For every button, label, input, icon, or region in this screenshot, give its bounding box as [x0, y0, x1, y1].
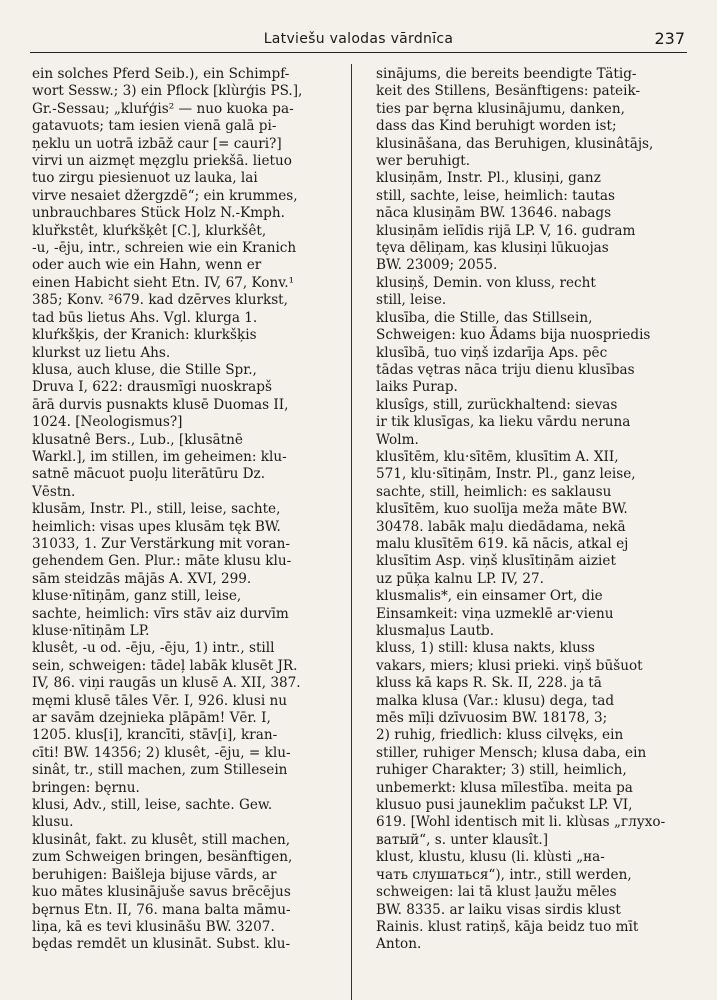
dictionary-entry: klusa, auch kluse, die Stille Spr., Druva I, 622: drausmīgi nuoskrapš ārā durvis pusnakts klusē Duomas II, 1024. [Neologismus?] [32, 361, 289, 431]
page-header [30, 28, 687, 53]
right-column [376, 66, 682, 954]
dictionary-entry: klusiņām, Instr. Pl., klusiņi, ganz still, sachte, leise, heimlich: tautas nāca klusiņām BW. 13646. nabags klusiņām ielīdis rijā LP. V, 16. gudram tęva dēliņam, kas klusiņi lūkuojas BW. 23009; 2055. [376, 170, 636, 274]
dictionary-entry: klusmalis*, ein einsamer Ort, die Einsamkeit: viņa uzmeklē ar·vienu klusmaļus Lautb. [376, 588, 614, 639]
dictionary-entry: klusība, die Stille, das Stillsein, Schweigen: kuo Ādams bija nuospriedis klusībā, tuo viņš izdarīja Aps. pēc tādas vętras nāca triju dienu klusības laiks Purap. [376, 309, 651, 396]
dictionary-entry: klust, klustu, klusu (li. klùsti „на- чать слушаться“), intr., still werden, schweigen: lai tā klust ļaužu mēles BW. 8335. ar laiku visas sirdis klust Rainis. klust ratiņš, kāja beidz tuo mīt Anton. [376, 849, 639, 953]
dictionary-entry: klusatnê Bers., Lub., [klusātnē Warkl.], im stillen, im geheimen: klu- satnē mācuot puoļu literātūru Dz. Vēstn. [32, 431, 287, 500]
dictionary-entry: klusi, Adv., still, leise, sachte. Gew. klusu. [32, 797, 273, 831]
dictionary-entry: klusītēm, klu·sītēm, klusītim A. XII, 571, klu·sītiņām, Instr. Pl., ganz leise, sachte, still, heimlich: es saklausu klusītēm, kuo suolīja meža māte BW. 30478. labāk maļu diedādama, nekā malu klusītēm 619. kā nācis, atkal ej klusītim Asp. viņš klusītiņām aiziet uz pūķa kalnu LP. IV, 27. [376, 448, 636, 587]
page-number: 237 [654, 29, 685, 48]
dictionary-entry: ein solches Pferd Seib.), ein Schimpf- wort Sessw.; 3) ein Pflock [klùrģis PS.], Gr.-Sessau; „kluŕģis² — nuo kuoka pa- gatavuots; tam iesien vienā galā pi- ņeklu un uotrā izbāž caur [= cauri?] virvi un aizmęt męzglu priekšā. lietuo tuo zirgu piesienuot uz lauka, lai virve nesaiet džergzdē“; ein krummes, unbrauchbares Stück Holz N.-Kmph. [32, 66, 303, 222]
column-divider [351, 64, 352, 1000]
dictionary-entry: klusām, Instr. Pl., still, leise, sachte, heimlich: visas upes klusām tęk BW. 31033, 1. Zur Verstärkung mit voran- gehendem Gen. Plur.: māte klusu klu- sām steidzās mājās A. XVI, 299. [32, 501, 292, 587]
dictionary-entry: klusinât, fakt. zu klusêt, still machen, zum Schweigen bringen, besänftigen, beruhigen: Baišleja bijuse vārds, ar kuo mātes klusinājuše savus brēcējus bęrnus Etn. II, 76. mana balta māmu- liņa, kā es tevi klusināšu BW. 3207. będas remdēt un klusināt. Subst. klu- [32, 831, 293, 953]
dictionary-entry: klusîgs, still, zurückhaltend: sievas ir tik klusīgas, ka lieku vārdu neruna Wolm. [376, 396, 631, 448]
dictionary-entry: sinājums, die bereits beendigte Tätig- keit des Stillens, Besänftigens: pateik- ties par bęrna klusinājumu, danken, dass das Kind beruhigt worden ist; klusināšana, das Beruhigen, klusinâtājs, wer beruhigt. [376, 66, 654, 170]
dictionary-entry: klusiņš, Demin. von kluss, recht still, leise. [376, 274, 596, 309]
dictionary-entry: kluŕkšķis, der Kranich: klurkšķis klurkst uz lietu Ahs. [32, 327, 257, 361]
dictionary-entry: klusêt, -u od. -ēju, -ēju, 1) intr., still sein, schweigen: tādeļ labāk klusēt JR. IV, 86. viņi raugās un klusē A. XII, 387. męmi klusē tāles Vēr. I, 926. klusi nu ar savām dzejnieka plāpām! Vēr. I, 1205. klus[i], krancīti, stāv[i], kran- cīti! BW. 14356; 2) klusêt, -ēju, = klu- sinât, tr., still machen, zum Stillesein bringen: bęrnu. [32, 640, 301, 796]
dictionary-entry: kluss, 1) still: klusa nakts, kluss vakars, miers; klusi prieki. viņš būšuot kluss kā kaps R. Sk. II, 228. ja tā malka klusa (Var.: klusu) dega, tad mēs mīļi dzīvuosim BW. 18178, 3; 2) ruhig, friedlich: kluss cilvęks, ein stiller, ruhiger Mensch; klusa daba, ein ruhiger Charakter; 3) still, heimlich, unbemerkt: klusa mīlestība. meita pa klusuo pusi jauneklim pačukst LP. VI, 619. [Wohl identisch mit li. klùsas „глухо- ватый“, s. unter klausît.] [376, 640, 666, 848]
left-column [32, 66, 338, 954]
dictionary-entry: kluse·nītiņām, ganz still, leise, sachte, heimlich: vīrs stāv aiz durvīm kluse·nītiņām LP. [32, 588, 289, 639]
dictionary-entry: kluřkstêt, kluŕkšķêt [C.], klurkšêt, -u, -ēju, intr., schreien wie ein Kranich oder auch wie ein Hahn, wenn er einen Habicht sieht Etn. IV, 67, Konv.¹ 385; Konv. ²679. kad dzērves klurkst, tad būs lietus Ahs. Vgl. klurga 1. [32, 222, 297, 326]
running-head: Latviešu valodas vārdnīca [263, 31, 454, 47]
